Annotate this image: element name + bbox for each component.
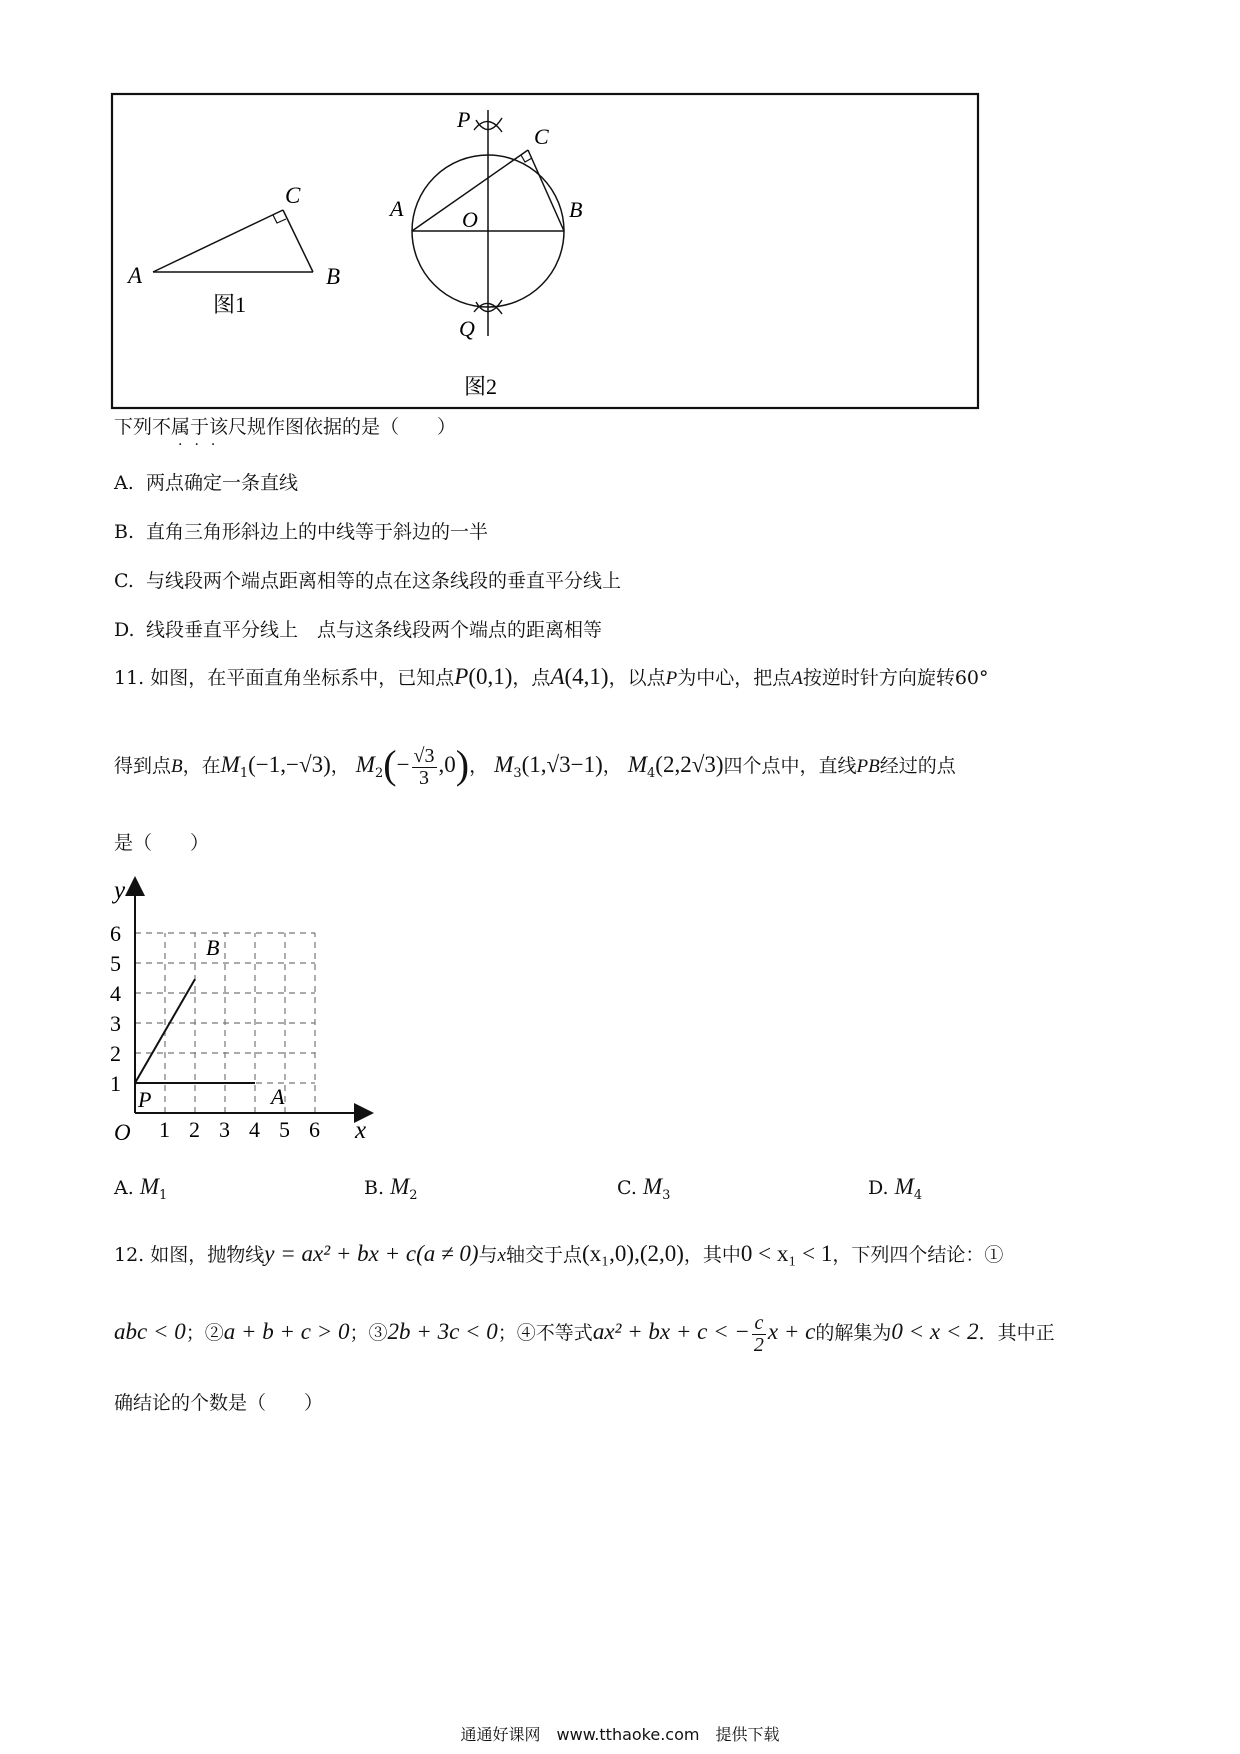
point-p: P — [454, 664, 469, 689]
option-text: 直角三角形斜边上的中线等于斜边的一半 — [146, 521, 489, 543]
y-tick-label: 5 — [110, 951, 121, 976]
m2-sub: 2 — [374, 766, 384, 781]
q11-line-1 — [114, 663, 989, 690]
question-number: 11. — [114, 667, 145, 689]
q10-option-c — [114, 566, 621, 593]
x-tick-label: 2 — [189, 1117, 200, 1140]
text-run: 按逆时针方向旋转60° — [802, 667, 989, 689]
fig2-label-p: P — [457, 107, 471, 132]
q12-line-2 — [114, 1302, 1055, 1362]
x-tick-label: 3 — [219, 1117, 230, 1140]
text-run: ；③ — [349, 1322, 388, 1344]
fig2-label-q: Q — [459, 316, 475, 341]
option-label: B. — [114, 521, 135, 543]
x-axis-label: x — [355, 1117, 367, 1140]
option-sub: 1 — [158, 1188, 168, 1203]
condition: (a ≠ 0) — [416, 1241, 479, 1266]
x-var: x — [497, 1245, 506, 1266]
m1-coord: (−1,−√3) — [248, 752, 331, 777]
question-number: 12. — [114, 1244, 145, 1266]
q10-stem: 下列不属于该尺规作图依据的是（ ） — [114, 416, 457, 438]
y-tick-label: 3 — [110, 1011, 121, 1036]
option-text: 两点确定一条直线 — [146, 472, 299, 494]
x-tick-label: 1 — [159, 1117, 170, 1140]
q10-option-d — [114, 615, 602, 642]
x-tick-label: 4 — [249, 1117, 260, 1140]
y-tick-label: 2 — [110, 1041, 121, 1066]
figure-1 — [126, 183, 340, 317]
y-tick-labels — [110, 921, 121, 1096]
x1-range: 0 < x₁ < 1 — [740, 1241, 833, 1266]
fig2-label-a: A — [390, 196, 404, 221]
m4-name: M — [627, 752, 647, 777]
text-run: ，在 — [182, 755, 221, 777]
q10-option-b — [114, 517, 488, 544]
q11-option-c — [617, 1174, 670, 1203]
text-run: ；④不等式 — [497, 1322, 593, 1344]
text-run: 如图，抛物线 — [150, 1244, 265, 1266]
fig1-label-c: C — [285, 183, 301, 208]
segment-cb — [528, 150, 564, 231]
text-run: 如图，在平面直角坐标系中，已知点 — [150, 667, 455, 689]
option-m: M — [390, 1174, 410, 1199]
point-p: P — [665, 668, 678, 689]
option-text: 线段垂直平分线上 点与这条线段两个端点的距离相等 — [146, 619, 603, 641]
fraction-numerator: √3 — [413, 744, 435, 767]
y-tick-label: 1 — [110, 1071, 121, 1096]
option-label: C. — [114, 570, 134, 592]
paren-open: ( — [383, 742, 397, 787]
text-run: ，以点 — [608, 667, 666, 689]
m4-sub: 4 — [647, 766, 656, 781]
fraction-numerator: c — [752, 1313, 766, 1335]
text-run: 的解集为 — [815, 1322, 892, 1344]
coord-a: (4,1) — [564, 664, 609, 689]
m2-fraction — [412, 746, 437, 789]
inequality-right: x + c — [767, 1319, 816, 1344]
q11-option-b — [364, 1174, 418, 1203]
solution-set: 0 < x < 2 — [891, 1319, 979, 1344]
fig2-label-c: C — [534, 124, 549, 149]
point-a-label: A — [271, 1084, 285, 1109]
option-m: M — [139, 1174, 159, 1199]
inequality-left: ax² + bx + c < − — [592, 1319, 750, 1344]
fig1-caption: 图1 — [213, 292, 247, 317]
text-run: ，下列四个结论：① — [832, 1244, 1004, 1266]
right-angle-mark — [273, 215, 286, 223]
fraction-denominator: 3 — [419, 766, 430, 789]
option-label: A. — [114, 472, 134, 494]
q11-option-d — [868, 1174, 922, 1203]
text-run: ，点 — [512, 667, 551, 689]
line-pb: PB — [856, 756, 880, 777]
grid-lines — [135, 933, 315, 1113]
option-sub: 4 — [913, 1188, 923, 1203]
fig1-label-a: A — [128, 263, 143, 288]
point-p-label: P — [138, 1087, 152, 1112]
y-axis-label: y — [114, 877, 126, 904]
page-footer: 通通好课网 www.tthaoke.com 提供下载 — [460, 1725, 780, 1744]
option-label: C. — [617, 1177, 637, 1199]
text-run: 四个点中，直线 — [723, 755, 857, 777]
conclusion-2: a + b + c > 0 — [223, 1319, 350, 1344]
option-m: M — [642, 1174, 663, 1199]
text-run: ；② — [185, 1322, 224, 1344]
fig2-label-o: O — [462, 207, 478, 232]
x-tick-label: 5 — [279, 1117, 290, 1140]
coord-p: (0,1) — [468, 664, 513, 689]
option-label: B. — [364, 1177, 385, 1199]
emphasis-dots: ··· — [178, 437, 228, 453]
m4-coord: (2,2√3) — [655, 752, 724, 777]
option-sub: 3 — [662, 1188, 671, 1203]
fig2-caption: 图2 — [464, 374, 498, 399]
fraction-denominator: 2 — [753, 1333, 764, 1356]
point-b: B — [171, 756, 183, 777]
point-b-label: B — [206, 935, 220, 960]
conclusion-3: 2b + 3c < 0 — [387, 1319, 498, 1344]
parabola-equation: y = ax² + bx + c — [264, 1241, 417, 1266]
y-tick-label: 4 — [110, 981, 121, 1006]
q12-line-1 — [114, 1240, 1003, 1267]
text-run: ．其中正 — [978, 1322, 1055, 1344]
text-run: 经过的点 — [879, 755, 956, 777]
figure-box — [110, 92, 980, 412]
y-tick-label: 6 — [110, 921, 121, 946]
c-over-2-fraction — [752, 1313, 766, 1356]
text-run: 为中心，把点 — [677, 667, 792, 689]
m1-name: M — [220, 752, 240, 777]
m2-name: M — [355, 752, 375, 777]
text-run: ，其中 — [683, 1244, 741, 1266]
fig2-label-b: B — [569, 197, 583, 222]
option-label: D. — [114, 619, 135, 641]
text-run: 轴交于点 — [505, 1244, 582, 1266]
option-label: A. — [114, 1177, 134, 1199]
intersection-points: (x₁,0),(2,0) — [582, 1241, 684, 1266]
q11-coordinate-graph — [108, 870, 388, 1140]
m3-name: M — [494, 752, 514, 777]
x-tick-labels — [159, 1117, 320, 1140]
m3-sub: 3 — [513, 766, 522, 781]
point-a: A — [550, 664, 565, 689]
x-tick-label: 6 — [309, 1117, 320, 1140]
conclusion-1: abc < 0 — [114, 1319, 186, 1344]
option-text: 与线段两个端点距离相等的点在这条线段的垂直平分线上 — [146, 570, 622, 592]
q11-line-3: 是（ ） — [114, 832, 210, 854]
m3-coord: (1,√3−1) — [521, 752, 603, 777]
point-a: A — [791, 668, 803, 689]
option-m: M — [894, 1174, 914, 1199]
q11-option-a — [114, 1174, 167, 1203]
m1-sub: 1 — [239, 766, 249, 781]
q11-line-2: 得到点B，在$M_1(-1,-√3)$， $M_2(-$ $\frac{√3}{3}$ ,0)， $M_3(1,√3-1)$， $M_4(2,2√3)$四个点中，直线PB经过的点 — [114, 742, 956, 789]
paren-close: ) — [455, 742, 470, 787]
origin-label: O — [114, 1120, 131, 1140]
text-run: 与 — [478, 1244, 498, 1266]
text-run: 得到点 — [114, 755, 172, 777]
q12-line-3: 确结论的个数是（ ） — [114, 1392, 324, 1414]
option-sub: 2 — [409, 1188, 418, 1203]
option-label: D. — [868, 1177, 889, 1199]
q10-option-a — [114, 468, 298, 495]
fig1-label-b: B — [326, 264, 341, 289]
figure-2 — [388, 107, 582, 399]
